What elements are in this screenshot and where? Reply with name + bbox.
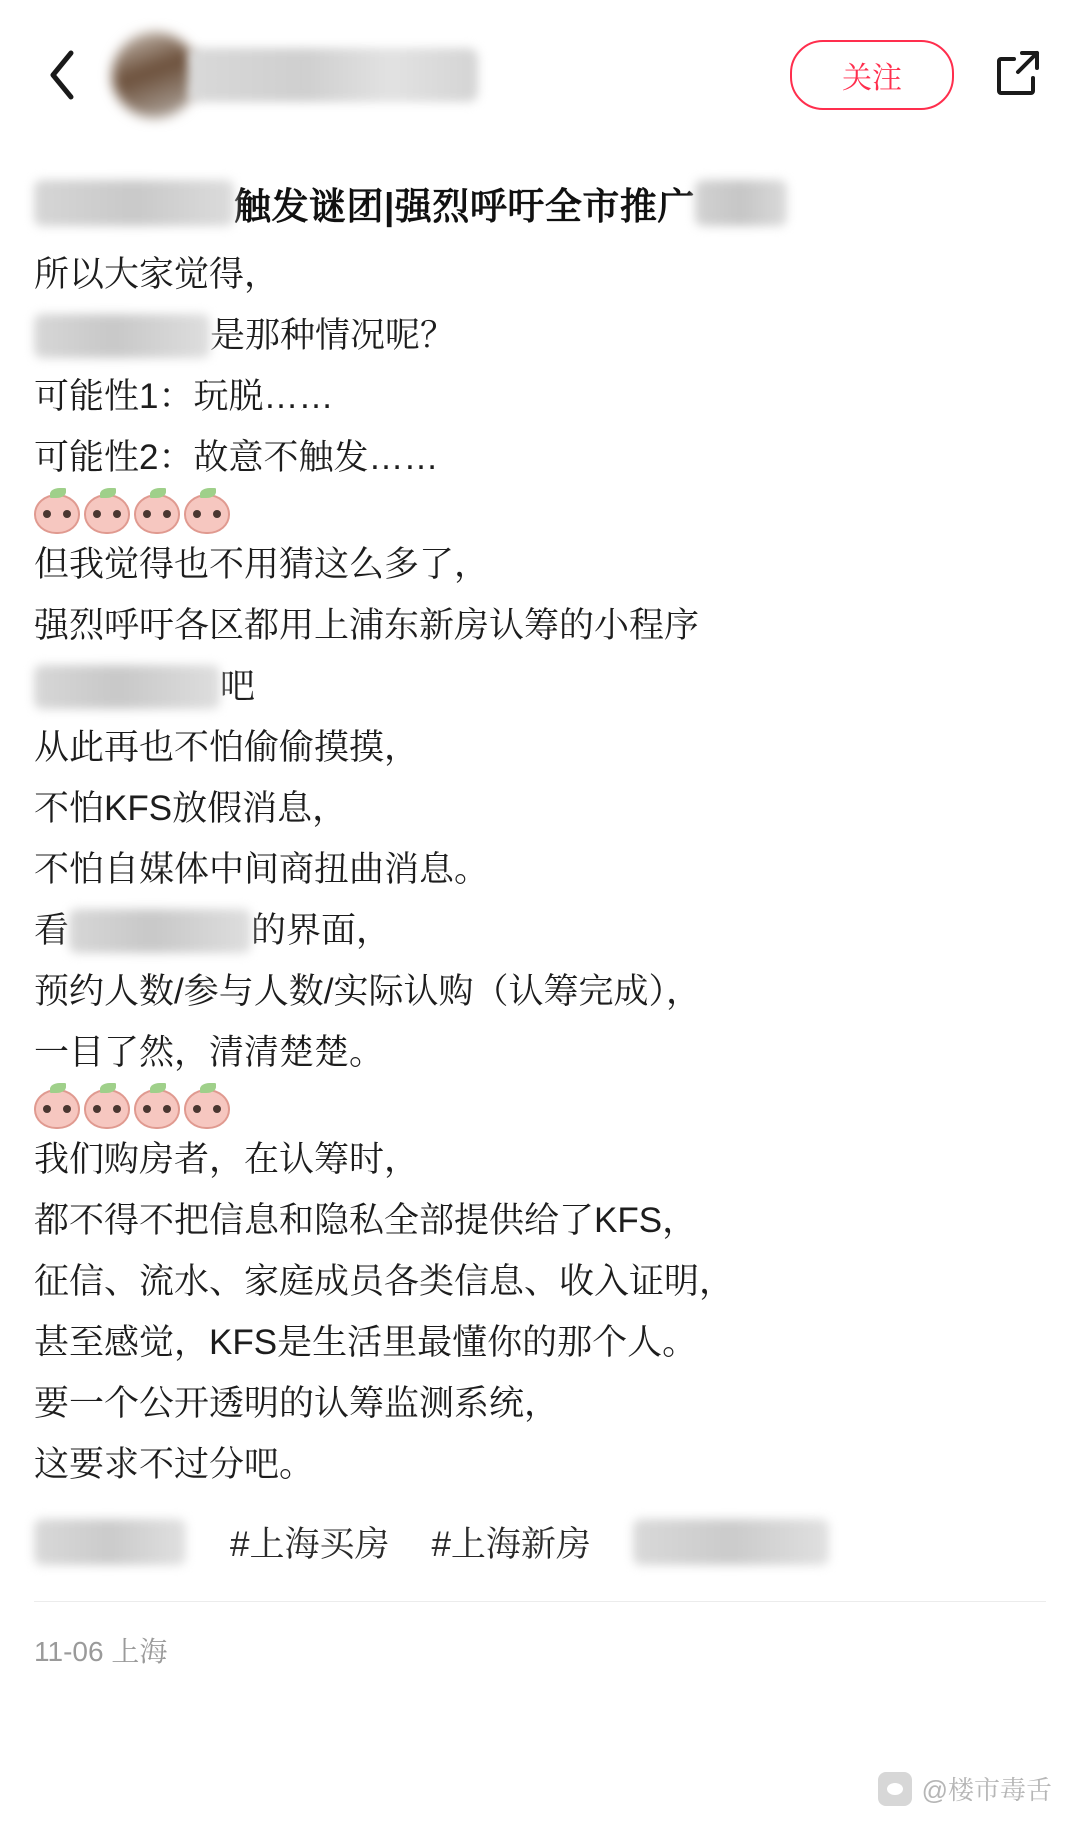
redaction-block: [34, 665, 220, 709]
chevron-left-icon: [45, 47, 79, 103]
post-line-text: 可能性2：故意不触发……: [34, 438, 439, 477]
post-line: [34, 900, 1046, 961]
watermark-text: @楼市毒舌: [921, 1775, 1052, 1805]
post-line: [34, 1251, 1046, 1312]
post-line: [34, 1022, 1046, 1083]
author-block[interactable]: [112, 32, 790, 118]
title-redaction-right: [695, 180, 787, 226]
tag-redaction-right: [633, 1519, 829, 1565]
author-name-redacted: [188, 48, 478, 102]
tags-row: [34, 1509, 1046, 1575]
post-title: 触发谜团|强烈呼吁全市推广: [234, 186, 695, 227]
follow-button[interactable]: [790, 40, 954, 110]
post-line-text: 强烈呼吁各区都用上浦东新房认筹的小程序: [34, 606, 700, 645]
post-line-text: 都不得不把信息和隐私全部提供给了KFS，: [34, 1201, 698, 1240]
post-content: [0, 172, 1080, 1575]
watermark: [878, 1770, 1052, 1807]
hashtag-1[interactable]: #上海买房: [230, 1525, 390, 1564]
post-line-text: 征信、流水、家庭成员各类信息、收入证明，: [34, 1262, 735, 1301]
post-line: [34, 961, 1046, 1022]
post-line: [34, 717, 1046, 778]
post-line: [34, 1129, 1046, 1190]
post-line-text: 我们购房者，在认筹时，: [34, 1140, 420, 1179]
post-line: [34, 1434, 1046, 1495]
post-line: [34, 305, 1046, 366]
post-line-text: 吧: [220, 667, 256, 706]
post-line-text: 不怕自媒体中间商扭曲消息。: [34, 850, 490, 889]
peach-emoji: [34, 1083, 80, 1129]
post-line-text: 是那种情况呢？: [210, 316, 456, 355]
post-line: [34, 1373, 1046, 1434]
tag-redaction-left: [34, 1519, 186, 1565]
back-button[interactable]: [34, 47, 90, 103]
post-line-text-pre: 看: [34, 911, 70, 950]
redaction-block: [34, 314, 210, 358]
post-line: [34, 1312, 1046, 1373]
post-line: [34, 427, 1046, 488]
post-line: [34, 595, 1046, 656]
top-bar: [0, 0, 1080, 150]
title-redaction-left: [34, 180, 234, 226]
post-line-text: 不怕KFS放假消息，: [34, 789, 348, 828]
post-line: [34, 839, 1046, 900]
post-line-text: 但我觉得也不用猜这么多了，: [34, 545, 490, 584]
hashtag-2[interactable]: #上海新房: [431, 1525, 591, 1564]
peach-emoji: [184, 1083, 230, 1129]
peach-emoji: [134, 488, 180, 534]
post-line: [34, 534, 1046, 595]
peach-emoji: [84, 1083, 130, 1129]
post-meta: 11-06 上海: [34, 1636, 168, 1667]
peach-emoji: [84, 488, 130, 534]
post-line-text: 所以大家觉得，: [34, 255, 280, 294]
post-line-text: 甚至感觉，KFS是生活里最懂你的那个人。: [34, 1323, 698, 1362]
post-line-text: 这要求不过分吧。: [34, 1445, 315, 1484]
follow-button-label: 关注: [842, 62, 902, 95]
post-line-text-post: 的界面，: [251, 911, 392, 950]
post-line: [34, 244, 1046, 305]
watermark-logo-icon: [878, 1772, 912, 1806]
share-button[interactable]: [988, 46, 1046, 104]
post-line-text: 从此再也不怕偷偷摸摸，: [34, 728, 420, 767]
post-line-text: 预约人数/参与人数/实际认购（认筹完成），: [34, 972, 701, 1011]
peach-emoji: [184, 488, 230, 534]
post-line-text: 一目了然，清清楚楚。: [34, 1033, 385, 1072]
post-line-text: 可能性1：玩脱……: [34, 377, 334, 416]
emoji-row: [34, 1083, 1046, 1129]
share-external-icon: [991, 47, 1043, 104]
post-title-row: [34, 172, 1046, 234]
post-line: [34, 366, 1046, 427]
post-line: [34, 1190, 1046, 1251]
post-line-text: 要一个公开透明的认筹监测系统，: [34, 1384, 560, 1423]
post-line: [34, 656, 1046, 717]
avatar[interactable]: [112, 32, 198, 118]
emoji-row: [34, 488, 1046, 534]
peach-emoji: [34, 488, 80, 534]
post-line: [34, 778, 1046, 839]
peach-emoji: [134, 1083, 180, 1129]
redaction-block: [69, 909, 251, 953]
